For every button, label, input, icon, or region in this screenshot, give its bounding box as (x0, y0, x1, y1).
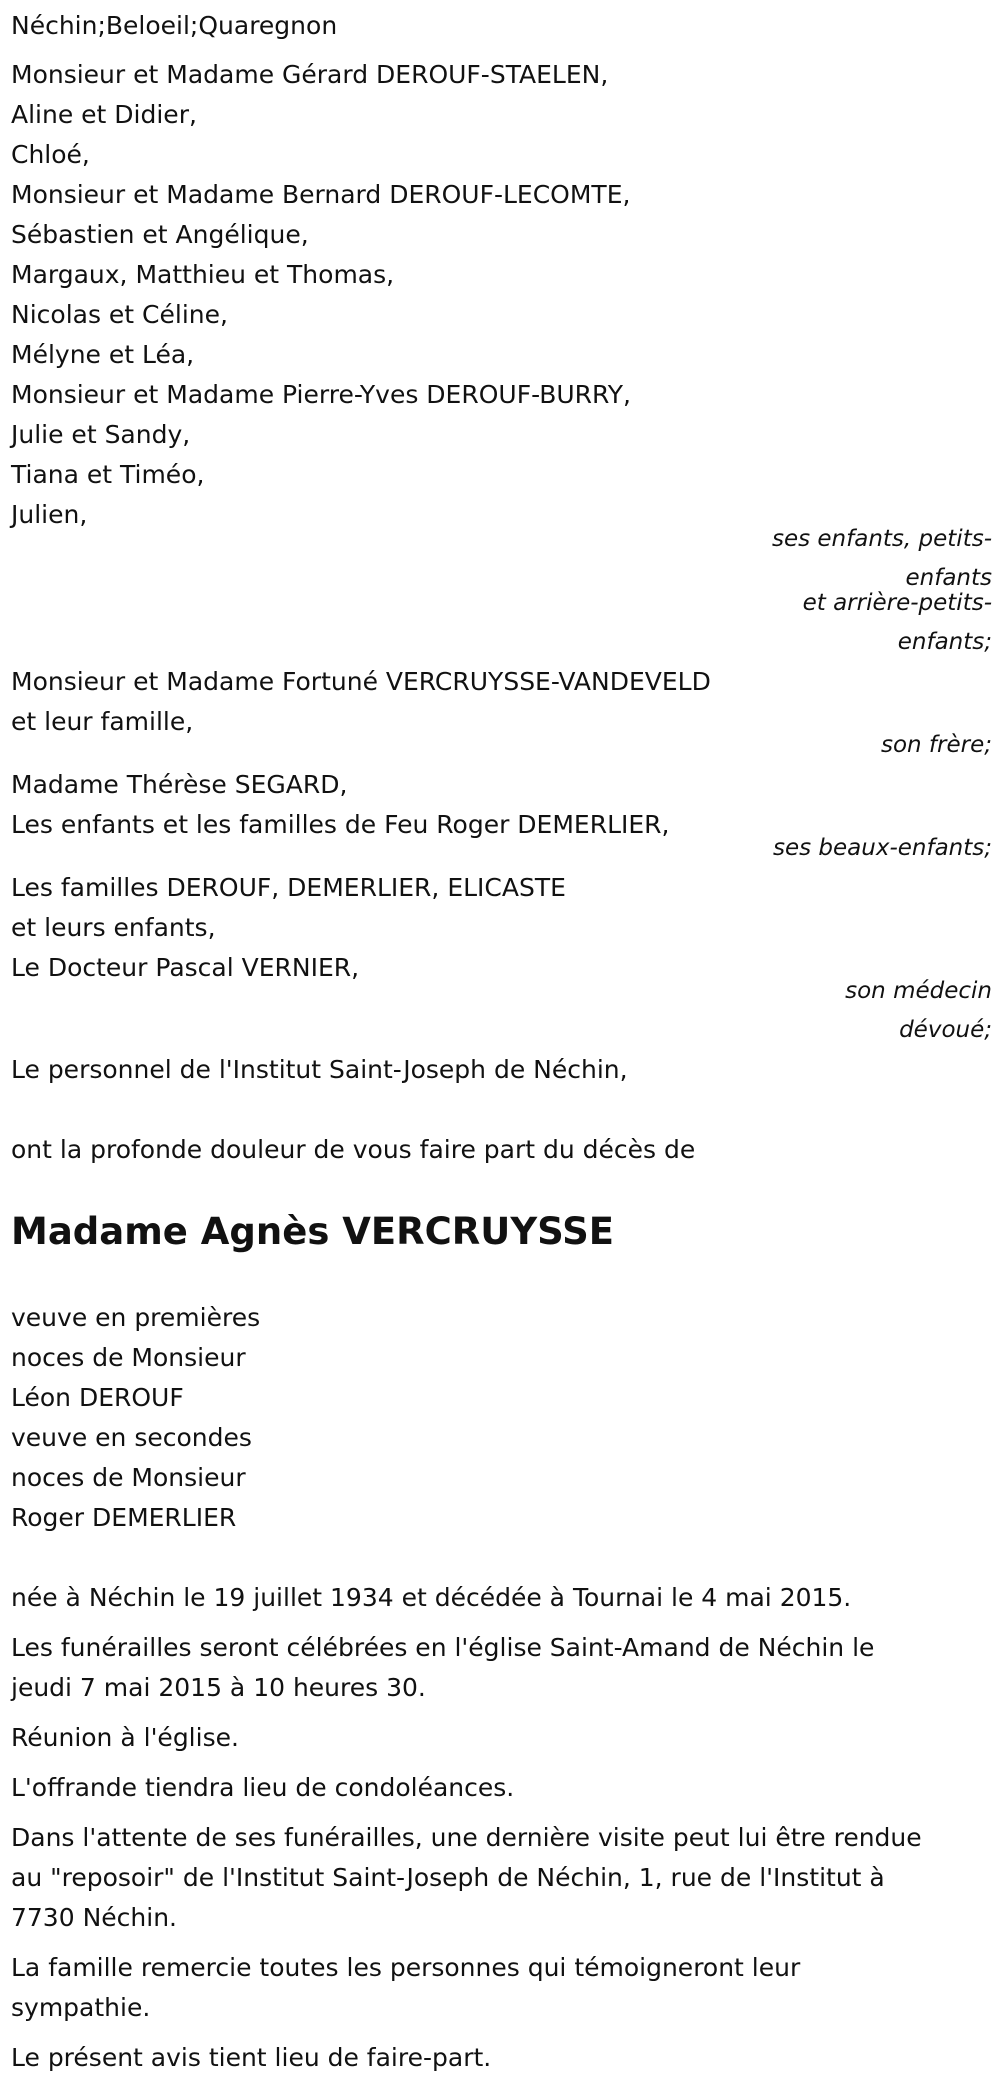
family-line: Monsieur et Madame Gérard DEROUF-STAELEN, (11, 60, 609, 89)
family-line: Chloé, (11, 140, 90, 169)
location-header: Néchin;Beloeil;Quaregnon (11, 11, 338, 40)
widowhood-line: veuve en premières (11, 1303, 261, 1332)
relation-label: enfants; (897, 629, 992, 655)
funeral-line: jeudi 7 mai 2015 à 10 heures 30. (11, 1673, 426, 1702)
family-line: Nicolas et Céline, (11, 300, 228, 329)
relation-label: et arrière-petits- (802, 590, 992, 616)
family-line: Julie et Sandy, (11, 420, 191, 449)
offering-line: L'offrande tiendra lieu de condoléances. (11, 1773, 515, 1802)
family-line: Monsieur et Madame Pierre-Yves DEROUF-BURRY, (11, 380, 632, 409)
relation-label: son médecin (845, 978, 992, 1004)
deceased-name: Madame Agnès VERCRUYSSE (11, 1210, 615, 1253)
family-line: Les familles DEROUF, DEMERLIER, ELICASTE (11, 873, 566, 902)
family-line: Sébastien et Angélique, (11, 220, 309, 249)
family-line: Margaux, Matthieu et Thomas, (11, 260, 395, 289)
relation-label: ses enfants, petits- (771, 526, 992, 552)
widowhood-line: noces de Monsieur (11, 1463, 246, 1492)
family-line: Monsieur et Madame Fortuné VERCRUYSSE-VANDEVELD (11, 667, 711, 696)
birth-death-line: née à Néchin le 19 juillet 1934 et décédée à Tournai le 4 mai 2015. (11, 1583, 852, 1612)
family-line: Le Docteur Pascal VERNIER, (11, 953, 360, 982)
family-line: Le personnel de l'Institut Saint-Joseph de Néchin, (11, 1055, 628, 1084)
thanks-line: La famille remercie toutes les personnes qui témoigneront leur (11, 1953, 801, 1982)
family-line: Aline et Didier, (11, 100, 197, 129)
family-line: Les enfants et les familles de Feu Roger DEMERLIER, (11, 810, 670, 839)
family-line: et leur famille, (11, 707, 194, 736)
widowhood-line: Léon DEROUF (11, 1383, 184, 1412)
relation-label: enfants (905, 565, 992, 591)
family-line: et leurs enfants, (11, 913, 216, 942)
funeral-line: Les funérailles seront célébrées en l'église Saint-Amand de Néchin le (11, 1633, 875, 1662)
meeting-line: Réunion à l'église. (11, 1723, 239, 1752)
announcement-intro: ont la profonde douleur de vous faire part du décès de (11, 1135, 696, 1164)
family-line: Monsieur et Madame Bernard DEROUF-LECOMTE, (11, 180, 631, 209)
notice-line: Le présent avis tient lieu de faire-part. (11, 2043, 492, 2072)
family-line: Tiana et Timéo, (11, 460, 205, 489)
relation-label: dévoué; (899, 1017, 992, 1043)
thanks-line: sympathie. (11, 1993, 151, 2022)
family-line: Madame Thérèse SEGARD, (11, 770, 348, 799)
visit-line: au "reposoir" de l'Institut Saint-Joseph de Néchin, 1, rue de l'Institut à (11, 1863, 885, 1892)
widowhood-line: veuve en secondes (11, 1423, 252, 1452)
visit-line: 7730 Néchin. (11, 1903, 177, 1932)
relation-label: son frère; (880, 732, 992, 758)
relation-label: ses beaux-enfants; (772, 835, 992, 861)
widowhood-line: noces de Monsieur (11, 1343, 246, 1372)
family-line: Julien, (11, 500, 88, 529)
family-line: Mélyne et Léa, (11, 340, 195, 369)
widowhood-line: Roger DEMERLIER (11, 1503, 237, 1532)
visit-line: Dans l'attente de ses funérailles, une dernière visite peut lui être rendue (11, 1823, 922, 1852)
